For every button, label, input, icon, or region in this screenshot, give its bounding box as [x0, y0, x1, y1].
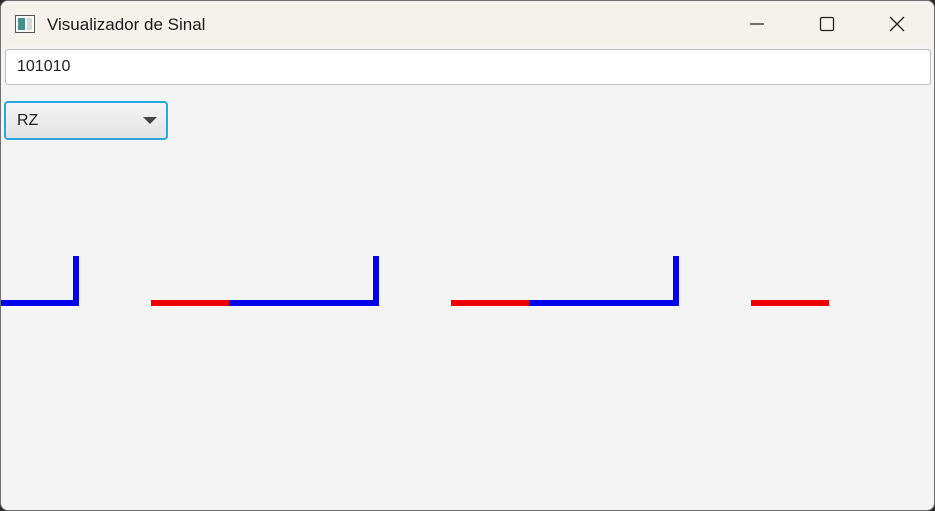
- maximize-icon: [819, 16, 835, 32]
- encoding-select-value: RZ: [17, 112, 39, 129]
- bit-sequence-input[interactable]: [5, 49, 931, 85]
- chevron-down-icon: [143, 117, 157, 125]
- window-title: Visualizador de Sinal: [47, 15, 206, 34]
- minimize-button[interactable]: [722, 1, 792, 47]
- app-icon: [15, 15, 35, 33]
- maximize-button[interactable]: [792, 1, 862, 47]
- title-bar[interactable]: [1, 1, 934, 47]
- close-button[interactable]: [862, 1, 932, 47]
- minimize-icon: [749, 16, 765, 32]
- close-icon: [889, 16, 905, 32]
- encoding-select[interactable]: [4, 101, 168, 140]
